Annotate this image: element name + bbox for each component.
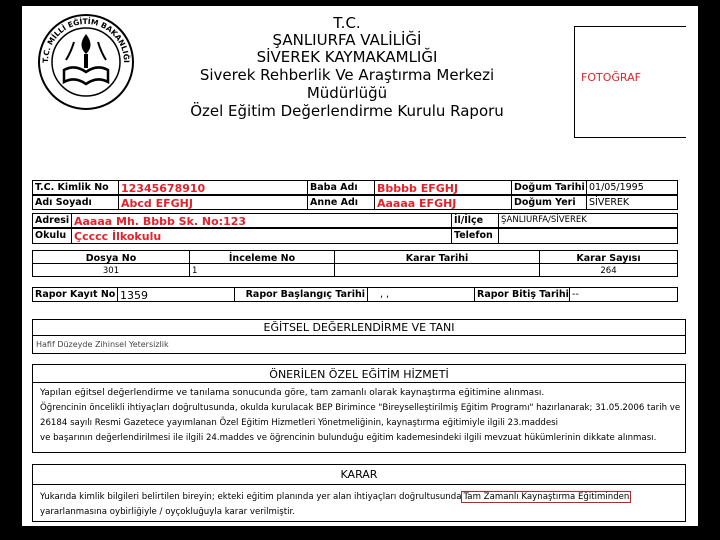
report-page — [22, 6, 698, 526]
school-value: Çcccc İlkokulu — [71, 228, 452, 244]
bitis-value: -- — [569, 287, 678, 302]
baslangic-value: , , — [367, 287, 475, 302]
name-value: Abcd EFGHJ — [118, 195, 308, 210]
karar-tarihi-label: Karar Tarihi — [334, 250, 540, 264]
service-line-1: Yapılan eğitsel değerlendirme ve tanılama sonucunda göre, tam zamanlı olarak kaynaştırma eğitimine alınması. — [40, 388, 545, 398]
birthdate-value: 01/05/1995 — [586, 180, 678, 195]
header-line-3: SİVEREK KAYMAKAMLIĞI — [256, 48, 438, 66]
header-line-5: Müdürlüğü — [306, 84, 388, 102]
father-value: Bbbbb EFGHJ — [374, 180, 512, 195]
evaluation-title: EĞİTSEL DEĞERLENDİRME VE TANI — [32, 319, 686, 336]
mother-value: Aaaaa EFGHJ — [374, 195, 512, 210]
photo-box — [574, 26, 686, 138]
inceleme-label: İnceleme No — [189, 250, 335, 264]
address-label: Adresi — [32, 213, 72, 228]
decision-line-1 — [40, 490, 631, 505]
karar-tarihi-value — [334, 263, 540, 277]
evaluation-text: Hafif Düzeyde Zihinsel Yetersizlik — [36, 340, 169, 349]
province-label: İl/İlçe — [451, 213, 499, 228]
address-value: Aaaaa Mh. Bbbb Sk. No:123 — [71, 213, 452, 228]
photo-label: FOTOĞRAF — [581, 71, 641, 84]
header-line-6: Özel Eğitim Değerlendirme Kurulu Raporu — [190, 102, 504, 120]
tc-label: T.C. Kimlik No — [32, 180, 119, 195]
inceleme-value: 1 — [189, 263, 335, 277]
decision-highlight: Tam Zamanlı Kaynaştırma Eğitiminden — [463, 492, 630, 502]
mother-label: Anne Adı — [307, 195, 375, 210]
dosya-value: 301 — [32, 263, 190, 277]
kayit-label: Rapor Kayıt No — [32, 287, 118, 302]
province-value: ŞANLIURFA/SİVEREK — [498, 213, 678, 228]
service-title: ÖNERİLEN ÖZEL EĞİTİM HİZMETİ — [32, 364, 686, 383]
header-line-2: ŞANLIURFA VALİLİĞİ — [272, 31, 422, 49]
decision-line-1-text: Yukarıda kimlik bilgileri belirtilen bireyin; ekteki eğitim planında yer alan ihtiyaçları doğrultusunda — [40, 492, 462, 502]
decision-title: KARAR — [32, 464, 686, 485]
service-line-2: Öğrencinin öncelikli ihtiyaçları doğrultusunda, okulda kurulacak BEP Birimince "Bireyselleştirilmiş Eğitim Programı" hazırlanarak; 31.05.2006 tarih ve — [40, 403, 681, 413]
service-line-4: ve başarının değerlendirilmesi ile ilgili 24.maddes ve öğrencinin bulunduğu eğitim kademesindeki ilgili mevzuat hükümlerinin dikkate alınması. — [40, 433, 657, 443]
karar-sayisi-label: Karar Sayısı — [539, 250, 678, 264]
school-label: Okulu — [32, 228, 72, 244]
father-label: Baba Adı — [307, 180, 375, 195]
birthdate-label: Doğum Tarihi — [511, 180, 587, 195]
header-line-4: Siverek Rehberlik Ve Araştırma Merkezi — [199, 66, 495, 84]
header-line-1: T.C. — [333, 14, 361, 32]
birthplace-label: Doğum Yeri — [511, 195, 587, 210]
dosya-label: Dosya No — [32, 250, 190, 264]
phone-value — [498, 228, 678, 244]
baslangic-label: Rapor Başlangıç Tarihi — [234, 287, 368, 302]
decision-line-2: yararlanmasına oybirliğiyle / oyçokluğuyla karar verilmiştir. — [40, 507, 296, 517]
tc-value: 12345678910 — [118, 180, 308, 195]
service-line-3: 26184 sayılı Resmi Gazetece yayımlanan Özel Eğitim Hizmetleri Yönetmeliğinin, kaynaştırma eğitimiyle ilgili 23.maddesi — [40, 418, 559, 428]
karar-sayisi-value: 264 — [539, 263, 678, 277]
birthplace-value: SİVEREK — [586, 195, 678, 210]
bitis-label: Rapor Bitiş Tarihi — [474, 287, 570, 302]
svg-text:T.C. MİLLİ EĞİTİM BAKANLIĞI: T.C. MİLLİ EĞİTİM BAKANLIĞI — [40, 16, 132, 64]
phone-label: Telefon — [451, 228, 499, 244]
name-label: Adı Soyadı — [32, 195, 119, 210]
kayit-value: 1359 — [117, 287, 235, 302]
